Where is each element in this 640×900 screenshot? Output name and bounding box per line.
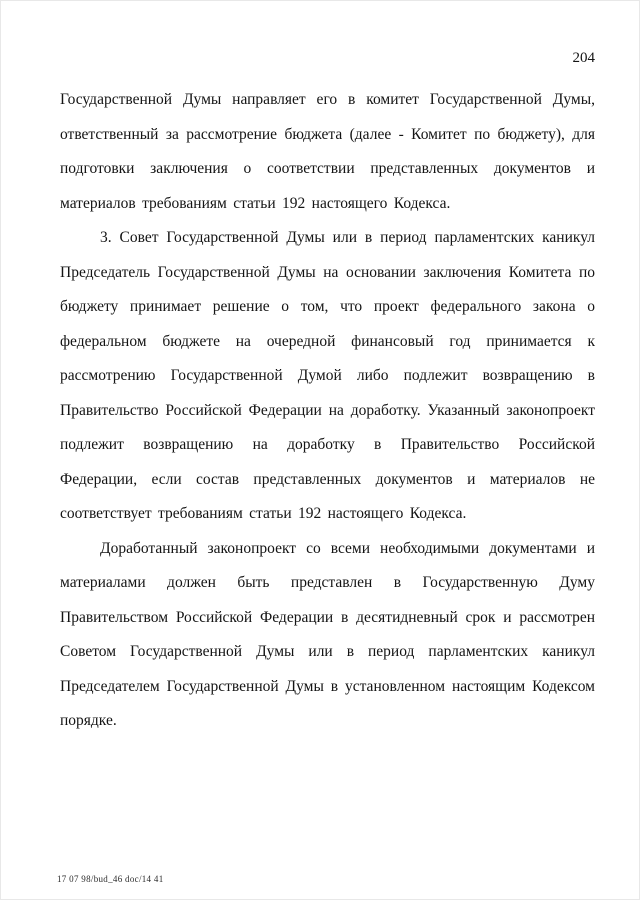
footer-file-stamp: 17 07 98/bud_46 doc/14 41 [57,874,164,884]
page-number: 204 [572,50,595,66]
paragraph-final: Доработанный законопроект со всеми необходимыми документами и материалами должен быть представлен в Государственную Думу Правительством Российской Федерации в десятидневный срок и рассмотрен Советом Государственной Думы или в период парламентских каникул Председателем Государственной Думы в установленном настоящим Кодексом порядке. [60,539,595,729]
document-body [60,83,595,739]
paragraph-continuation: Государственной Думы направляет его в комитет Государственной Думы, ответственный за рассмотрение бюджета (далее - Комитет по бюджету), для подготовки заключения о соответствии представленных документов и материалов требованиям статьи 192 настоящего Кодекса. [60,91,595,212]
paragraph-item-3: 3. Совет Государственной Думы или в период парламентских каникул Председатель Государственной Думы на основании заключения Комитета по бюджету принимает решение о том, что проект федерального закона о федеральном бюджете на очередной финансовый год принимается к рассмотрению Государственной Думой либо подлежит возвращению в Правительство Российской Федерации на доработку. Указанный законопроект подлежит возвращению на доработку в Правительство Российской Федерации, если состав представленных документов и материалов не соответствует требованиям статьи 192 настоящего Кодекса. [60,229,595,522]
